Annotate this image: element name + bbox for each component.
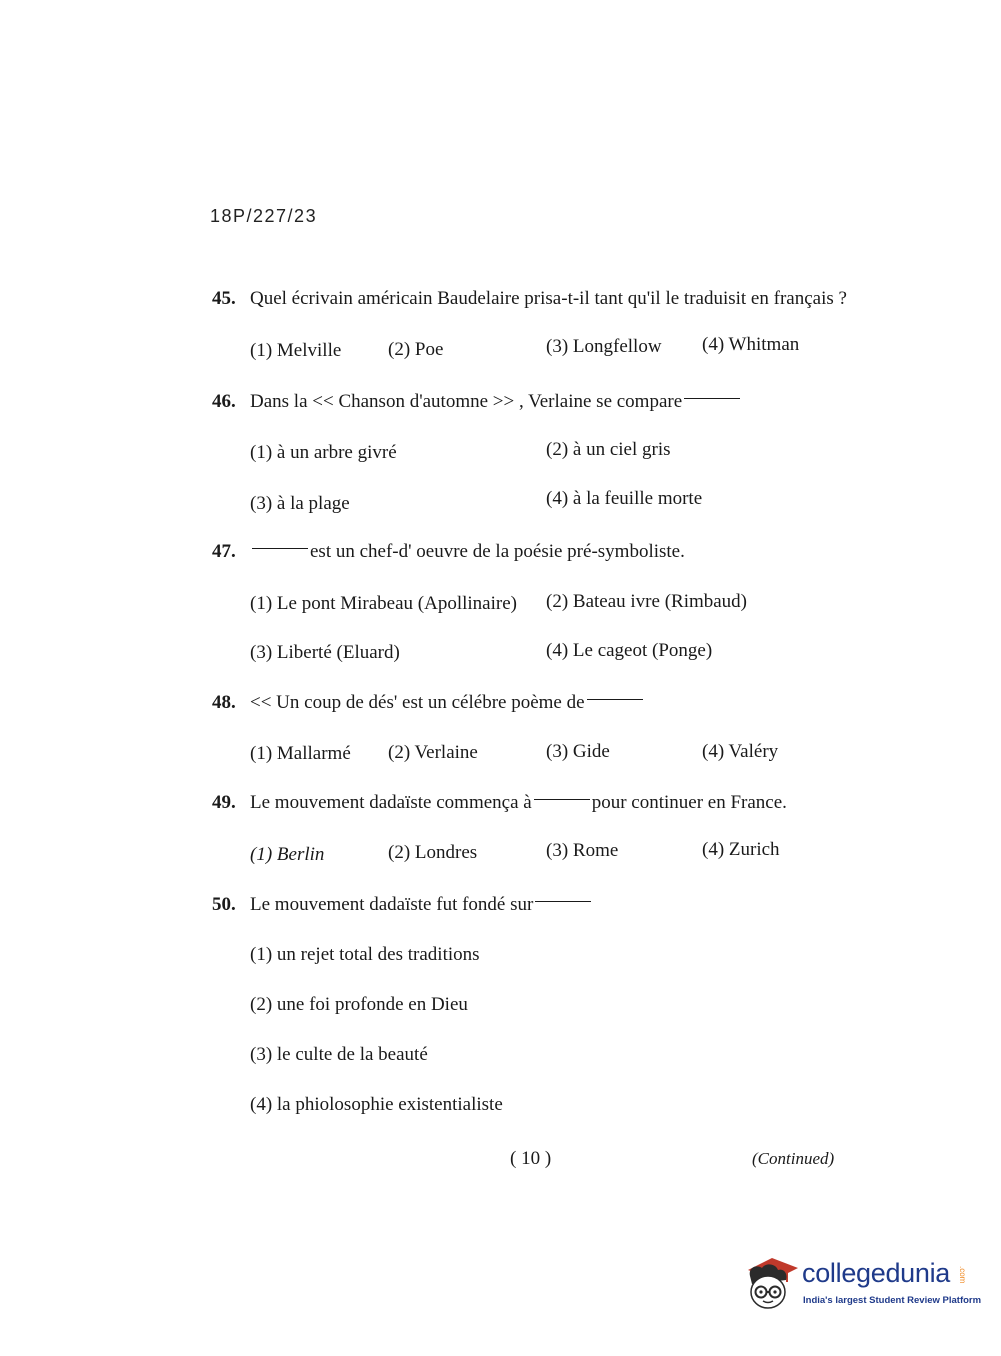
question-number: 49. xyxy=(212,792,236,813)
question-number: 50. xyxy=(212,894,236,915)
answer-blank xyxy=(587,699,643,700)
question-number: 46. xyxy=(212,391,236,412)
option-47-2: (2) Bateau ivre (Rimbaud) xyxy=(546,591,748,612)
brand-tagline: India's largest Student Review Platform xyxy=(803,1295,982,1306)
question-text-part: Dans la << Chanson d'automne >> , Verlaine se compare xyxy=(250,391,683,412)
option-46-4: (4) à la feuille morte xyxy=(546,488,703,509)
question-text-part: est un chef-d' oeuvre de la poésie pré-symboliste. xyxy=(310,541,685,562)
option-50-1: (1) un rejet total des traditions xyxy=(250,944,480,965)
brand-name: collegedunia xyxy=(802,1258,951,1288)
option-50-4: (4) la phiolosophie existentialiste xyxy=(250,1094,503,1115)
option-48-3: (3) Gide xyxy=(546,741,610,762)
question-number: 47. xyxy=(212,541,236,562)
answer-blank xyxy=(535,901,591,902)
answer-blank xyxy=(684,398,740,399)
option-45-4: (4) Whitman xyxy=(702,334,800,355)
page-number: ( 10 ) xyxy=(510,1148,552,1169)
question-number: 45. xyxy=(212,288,236,309)
option-49-2: (2) Londres xyxy=(388,842,478,863)
mascot-icon xyxy=(742,1250,800,1312)
question-number: 48. xyxy=(212,692,236,713)
collegedunia-logo xyxy=(742,1250,982,1314)
option-46-2: (2) à un ciel gris xyxy=(546,439,671,460)
option-45-2: (2) Poe xyxy=(388,339,444,360)
option-48-1: (1) Mallarmé xyxy=(250,743,351,764)
question-text xyxy=(250,540,685,564)
option-50-3: (3) le culte de la beauté xyxy=(250,1044,428,1065)
question-text: Quel écrivain américain Baudelaire prisa-t-il tant qu'il le traduisit en français ? xyxy=(250,288,847,309)
question-text xyxy=(250,390,742,414)
paper-code: 18P/227/23 xyxy=(210,206,318,226)
option-46-3: (3) à la plage xyxy=(250,493,350,514)
question-text xyxy=(250,893,593,917)
option-48-4: (4) Valéry xyxy=(702,741,779,762)
question-text-part: << Un coup de dés' est un célébre poème de xyxy=(250,692,585,713)
question-text xyxy=(250,691,645,715)
answer-blank xyxy=(252,548,308,549)
continued-label: (Continued) xyxy=(752,1149,835,1168)
option-49-3: (3) Rome xyxy=(546,840,619,861)
option-49-4: (4) Zurich xyxy=(702,839,780,860)
answer-blank xyxy=(534,799,590,800)
option-45-1: (1) Melville xyxy=(250,340,342,361)
option-47-3: (3) Liberté (Eluard) xyxy=(250,642,400,663)
option-49-1: (1) Berlin xyxy=(250,844,325,865)
question-text-part: Le mouvement dadaïste fut fondé sur xyxy=(250,894,534,915)
question-text-part: pour continuer en France. xyxy=(591,792,787,813)
brand-dotcom: .com xyxy=(958,1266,967,1284)
question-text xyxy=(250,791,787,815)
option-50-2: (2) une foi profonde en Dieu xyxy=(250,994,468,1015)
option-45-3: (3) Longfellow xyxy=(546,336,662,357)
question-text-part: Le mouvement dadaïste commença à xyxy=(250,792,532,813)
option-47-1: (1) Le pont Mirabeau (Apollinaire) xyxy=(250,593,517,614)
option-47-4: (4) Le cageot (Ponge) xyxy=(546,640,713,661)
option-46-1: (1) à un arbre givré xyxy=(250,442,397,463)
option-48-2: (2) Verlaine xyxy=(388,742,478,763)
